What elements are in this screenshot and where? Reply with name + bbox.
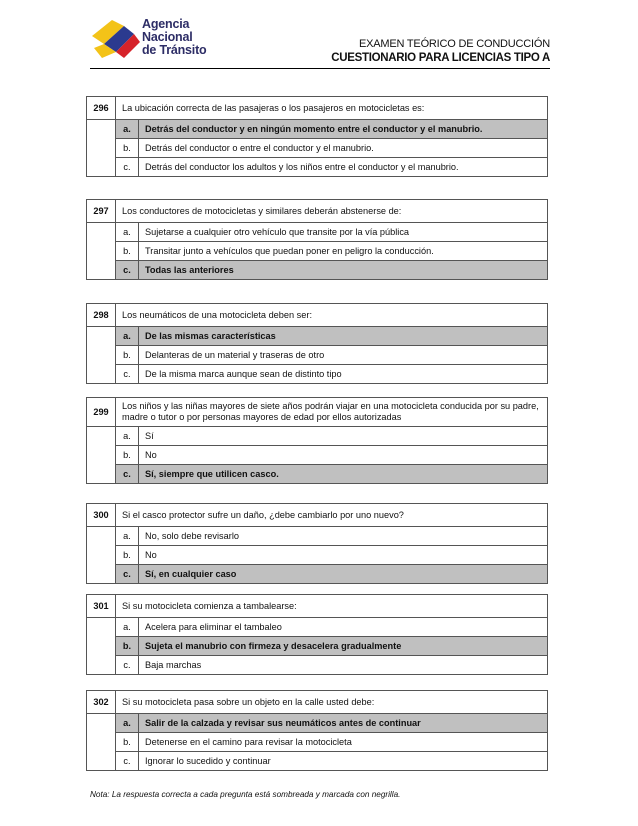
question-number: 296: [87, 97, 116, 119]
option-letter: b.: [115, 446, 139, 464]
answer-option: [115, 223, 547, 241]
question-header: [87, 200, 547, 223]
footer-note: Nota: La respuesta correcta a cada pregunta está sombreada y marcada con negrilla.: [90, 790, 401, 799]
option-text: Acelera para eliminar el tambaleo: [145, 622, 282, 632]
option-letter: a.: [115, 714, 139, 732]
question-block: [86, 690, 548, 771]
answer-option: [115, 364, 547, 383]
question-number: 297: [87, 200, 116, 222]
option-letter: c.: [115, 656, 139, 674]
option-text: De la misma marca aunque sean de distinto tipo: [145, 369, 342, 379]
question-number: 300: [87, 504, 116, 526]
option-text: Detrás del conductor y en ningún momento entre el conductor y el manubrio.: [145, 124, 483, 134]
option-letter: b.: [115, 139, 139, 157]
question-block: [86, 199, 548, 280]
option-letter: a.: [115, 618, 139, 636]
question-block: [86, 96, 548, 177]
question-number: 298: [87, 304, 116, 326]
option-text: Delanteras de un material y traseras de otro: [145, 350, 325, 360]
answer-option-correct: [115, 714, 547, 732]
option-letter: c.: [115, 365, 139, 383]
question-block: [86, 503, 548, 584]
option-letter: a.: [115, 120, 139, 138]
option-text: Salir de la calzada y revisar sus neumáticos antes de continuar: [145, 718, 421, 728]
option-text: Detenerse en el camino para revisar la motocicleta: [145, 737, 352, 747]
question-block: [86, 303, 548, 384]
question-header: [87, 304, 547, 327]
answer-option: [115, 545, 547, 564]
answer-option-correct: [115, 636, 547, 655]
option-text: Sujeta el manubrio con firmeza y desacelera gradualmente: [145, 641, 402, 651]
question-text: Si su motocicleta pasa sobre un objeto en la calle usted debe:: [122, 696, 375, 707]
option-letter: b.: [115, 637, 139, 655]
question-text: Los niños y las niñas mayores de siete años podrán viajar en una motocicleta conducida por su padre, madre o tutor o por personas mayores de edad por ellos autorizadas: [122, 401, 539, 422]
option-letter: b.: [115, 733, 139, 751]
answer-option-correct: [115, 464, 547, 483]
questionnaire-title: CUESTIONARIO PARA LICENCIAS TIPO A: [331, 52, 550, 64]
option-letter: b.: [115, 242, 139, 260]
option-letter: c.: [115, 465, 139, 483]
option-text: Sujetarse a cualquier otro vehículo que transite por la vía pública: [145, 227, 410, 237]
answer-option: [115, 157, 547, 176]
option-letter: b.: [115, 546, 139, 564]
header-divider: [90, 68, 550, 69]
option-letter: a.: [115, 327, 139, 345]
option-text: Transitar junto a vehículos que puedan poner en peligro la conducción.: [145, 246, 434, 256]
question-text: La ubicación correcta de las pasajeras o los pasajeros en motocicletas es:: [122, 102, 425, 113]
agency-name: Agencia Nacional de Tránsito: [142, 17, 207, 57]
question-header: [87, 504, 547, 527]
answer-option-correct: [115, 120, 547, 138]
question-header: [87, 691, 547, 714]
question-number: 302: [87, 691, 116, 713]
option-text: Baja marchas: [145, 660, 202, 670]
option-text: Detrás del conductor o entre el conductor y el manubrio.: [145, 143, 374, 153]
answer-option: [115, 655, 547, 674]
option-letter: c.: [115, 261, 139, 279]
answer-option-correct: [115, 327, 547, 345]
question-header: [87, 398, 547, 427]
option-letter: c.: [115, 158, 139, 176]
option-letter: c.: [115, 752, 139, 770]
option-text: De las mismas características: [145, 331, 276, 341]
question-block: [86, 594, 548, 675]
answer-option: [115, 138, 547, 157]
option-text: Sí, siempre que utilicen casco.: [145, 469, 279, 479]
question-text: Los conductores de motocicletas y similares deberán abstenerse de:: [122, 205, 402, 216]
answer-option: [115, 345, 547, 364]
answer-option: [115, 527, 547, 545]
answer-option: [115, 241, 547, 260]
option-letter: a.: [115, 427, 139, 445]
answer-option-correct: [115, 260, 547, 279]
question-text: Si su motocicleta comienza a tambalearse:: [122, 600, 297, 611]
option-letter: a.: [115, 527, 139, 545]
option-text: No, solo debe revisarlo: [145, 531, 239, 541]
question-text: Si el casco protector sufre un daño, ¿debe cambiarlo por uno nuevo?: [122, 509, 404, 520]
exam-title: EXAMEN TEÓRICO DE CONDUCCIÓN: [359, 38, 550, 50]
question-header: [87, 97, 547, 120]
question-header: [87, 595, 547, 618]
option-text: Sí: [145, 431, 154, 441]
question-number: 301: [87, 595, 116, 617]
question-block: [86, 397, 548, 484]
answer-option: [115, 751, 547, 770]
option-text: Detrás del conductor los adultos y los niños entre el conductor y el manubrio.: [145, 162, 459, 172]
answer-option-correct: [115, 564, 547, 583]
option-text: No: [145, 550, 157, 560]
option-text: Ignorar lo sucedido y continuar: [145, 756, 271, 766]
option-text: Sí, en cualquier caso: [145, 569, 237, 579]
answer-option: [115, 618, 547, 636]
answer-option: [115, 427, 547, 445]
question-number: 299: [87, 398, 116, 426]
option-letter: b.: [115, 346, 139, 364]
option-letter: a.: [115, 223, 139, 241]
option-text: Todas las anteriores: [145, 265, 234, 275]
option-letter: c.: [115, 565, 139, 583]
answer-option: [115, 732, 547, 751]
answer-option: [115, 445, 547, 464]
question-text: Los neumáticos de una motocicleta deben ser:: [122, 309, 312, 320]
option-text: No: [145, 450, 157, 460]
